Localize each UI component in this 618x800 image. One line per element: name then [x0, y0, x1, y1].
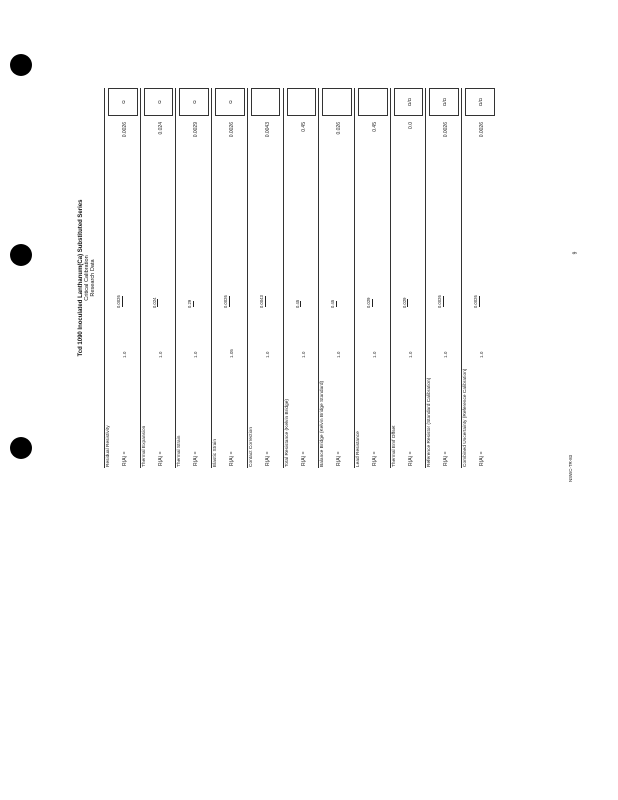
equation-label: R(A) = — [479, 451, 485, 466]
title-block — [78, 88, 100, 468]
equation-label: R(A) = — [336, 451, 343, 466]
fraction-numerator: 0.0026 — [223, 295, 229, 308]
fraction — [296, 300, 302, 308]
unit-box: Ω/Ω — [429, 88, 459, 116]
unit-box: Ω — [108, 88, 138, 116]
unit-box — [322, 88, 352, 116]
hole-punch-top — [10, 54, 32, 76]
panel-heading: Thermal Expansion — [141, 425, 147, 467]
fraction — [438, 295, 444, 308]
document-sheet — [78, 88, 503, 468]
unit-box — [287, 88, 317, 116]
equation-panel — [390, 88, 426, 468]
panel-heading: Combined Uncertainty (Reference Calibration) — [463, 368, 468, 467]
page-subtitle-1: Critical Calibration — [84, 255, 90, 301]
footer-label: NSWC-TR-83 — [568, 454, 573, 482]
equation-result: 0.0026 — [443, 122, 450, 138]
equation-result: 0.45 — [371, 122, 378, 132]
fraction-numerator: 0.0026 — [473, 295, 478, 308]
equation-panel — [247, 88, 283, 468]
equation-panel — [104, 88, 140, 468]
equation-label: R(A) = — [157, 451, 164, 466]
equation-result: 0.0026 — [229, 122, 236, 138]
equation-result: 0.45 — [300, 122, 307, 132]
unit-box: Ω — [179, 88, 209, 116]
fraction — [188, 300, 194, 308]
fraction-numerator: 0.29 — [187, 299, 193, 308]
fraction-numerator: 0.029 — [401, 297, 407, 308]
fraction-bar — [479, 296, 480, 307]
fraction-numerator: 0.0026 — [116, 295, 121, 308]
panel-heading: Balance Bridge (Kelvin Bridge Standard) — [320, 380, 326, 467]
fraction — [403, 298, 409, 308]
footer — [568, 446, 608, 486]
equation-label: R(A) = — [443, 451, 450, 466]
equation-value-1: 1.0 — [122, 351, 127, 358]
fraction-numerator: 0.024 — [151, 297, 157, 308]
equation-label: R(A) = — [371, 451, 378, 466]
hole-punch-middle — [10, 244, 32, 266]
unit-box: Ω/Ω — [394, 88, 424, 116]
fraction — [260, 295, 266, 308]
page-subtitle-2: Research Data — [90, 259, 96, 297]
fraction — [224, 295, 230, 308]
equation-value-1: 1.0 — [300, 351, 306, 358]
unit-box: Ω — [144, 88, 174, 116]
fraction-numerator: 0.029 — [365, 297, 371, 308]
equation-result: 0.024 — [157, 122, 164, 135]
unit-box — [251, 88, 281, 116]
fraction — [367, 298, 373, 308]
equation-panel — [283, 88, 319, 468]
fraction-numerator: 0.0043 — [258, 295, 264, 308]
fraction-bar — [300, 301, 301, 307]
equation-panel — [461, 88, 497, 468]
equation-value-1: 1.0 — [407, 351, 413, 358]
equation-panel — [354, 88, 390, 468]
panel-heading: Reference Resistor (Standard Calibration) — [427, 377, 433, 467]
fraction-bar — [122, 296, 123, 307]
equation-value-1: 1.0 — [479, 351, 484, 358]
equation-value-1: 1.0 — [264, 351, 270, 358]
panel-heading: Contact Correction — [248, 427, 254, 467]
equation-value-1: 1.0 — [336, 351, 342, 358]
hole-punch-bottom — [10, 437, 32, 459]
unit-box: Ω — [215, 88, 245, 116]
equation-label: R(A) = — [193, 451, 200, 466]
equation-panel — [318, 88, 354, 468]
fraction — [117, 295, 123, 308]
equation-value-1: 1.0 — [157, 351, 163, 358]
equation-value-1: 1.0 — [371, 351, 377, 358]
fraction-bar — [229, 296, 230, 307]
fraction-bar — [193, 301, 194, 307]
fraction — [153, 298, 159, 308]
unit-box: Ω/Ω — [465, 88, 495, 116]
fraction-numerator: 0.45 — [294, 299, 300, 308]
fraction-bar — [443, 296, 444, 307]
equation-value-1: 1.0 — [193, 351, 199, 358]
equation-label: R(A) = — [229, 451, 236, 466]
equation-result: 0.0 — [407, 122, 414, 129]
equation-result: 0.0043 — [264, 122, 271, 138]
rotated-content — [78, 88, 503, 468]
panel-heading: Elastic Strain — [213, 439, 219, 467]
equation-result: 0.0026 — [479, 122, 485, 138]
unit-box — [358, 88, 388, 116]
page-title: Tcd 1090 Inoculated Lanthanum(Ca) Substituted Series — [78, 199, 84, 357]
equation-value-1: 1.05 — [229, 349, 235, 358]
panel-heading: Total Resistance (Kelvin Bridge) — [284, 399, 290, 467]
fraction-bar — [372, 299, 373, 307]
panel-heading: Residual Resistivity — [106, 425, 111, 467]
equation-panel — [175, 88, 211, 468]
equation-panel — [425, 88, 461, 468]
equation-panel — [140, 88, 176, 468]
panel-heading: Lead Resistance — [355, 431, 361, 467]
fraction-bar — [407, 299, 408, 307]
fraction-bar — [265, 296, 266, 307]
fraction-bar — [157, 299, 158, 307]
equation-label: R(A) = — [122, 451, 128, 466]
equation-result: 0.026 — [336, 122, 343, 135]
fraction-bar — [336, 301, 337, 307]
fraction-numerator: 0.0026 — [437, 295, 443, 308]
panel-heading: Thermal Strain — [177, 435, 183, 467]
equation-panel — [211, 88, 247, 468]
equation-label: R(A) = — [264, 451, 271, 466]
equation-value-1: 1.0 — [443, 351, 449, 358]
fraction-numerator: 0.45 — [330, 299, 336, 308]
equation-label: R(A) = — [407, 451, 414, 466]
page-number: 9 — [572, 251, 579, 255]
equation-result: 0.0026 — [122, 122, 128, 138]
equation-label: R(A) = — [300, 451, 307, 466]
fraction — [474, 295, 480, 308]
equation-result: 0.0029 — [193, 122, 200, 138]
fraction — [331, 300, 337, 308]
panel-heading: Thermal Emf Offset — [391, 425, 397, 467]
